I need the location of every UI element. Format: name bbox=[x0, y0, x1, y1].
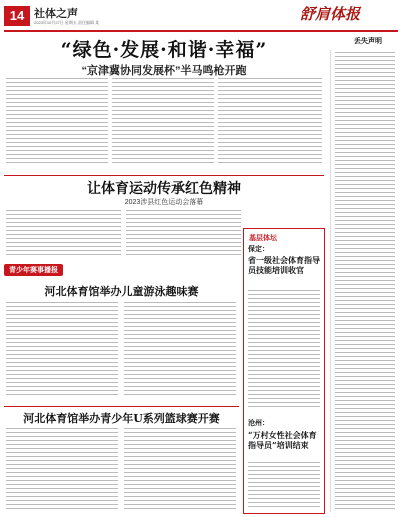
right-column-title: 丢失声明 bbox=[354, 38, 382, 45]
article-divider bbox=[4, 175, 324, 176]
side-place-2: 沧州： bbox=[248, 418, 269, 427]
right-column bbox=[330, 50, 397, 512]
column-name: 社体之声 bbox=[34, 8, 78, 20]
article-2-subtitle: 2023涉县红色运动会落幕 bbox=[124, 199, 204, 206]
section-label: 青少年赛事播报 bbox=[4, 264, 63, 276]
side-body-1 bbox=[248, 290, 320, 410]
page-number: 14 bbox=[4, 6, 30, 26]
article-3-body bbox=[6, 302, 239, 402]
side-headline-1: 省一级社会体育指导员技能培训收官 bbox=[248, 255, 320, 275]
side-place-1: 保定： bbox=[248, 244, 269, 253]
article-2-title: 让体育运动传承红色精神 bbox=[87, 181, 241, 197]
article-1-subtitle: “京津冀协同发展杯”半马鸣枪开跑 bbox=[81, 65, 247, 77]
header-rule bbox=[4, 30, 398, 32]
side-headline-2: “万村女性社会体育指导员”培训结束 bbox=[248, 430, 317, 450]
newspaper-logo: 舒肩体报 bbox=[300, 5, 361, 23]
article-3-title: 河北体育馆举办儿童游泳趣味赛 bbox=[44, 285, 199, 298]
page-header bbox=[0, 0, 402, 32]
article-4-title: 河北体育馆举办青少年U系列篮球赛开赛 bbox=[23, 412, 220, 425]
side-box-title: 基层体坛 bbox=[249, 235, 277, 242]
article-1-title: “绿色·发展·和谐·幸福” bbox=[60, 39, 268, 61]
article-4-body bbox=[6, 428, 239, 514]
article-1-body bbox=[6, 78, 322, 172]
article-divider bbox=[4, 406, 239, 407]
dateline: 2023年10月27日 星期五 责任编辑 某 bbox=[34, 20, 100, 25]
side-body-2 bbox=[248, 462, 320, 510]
